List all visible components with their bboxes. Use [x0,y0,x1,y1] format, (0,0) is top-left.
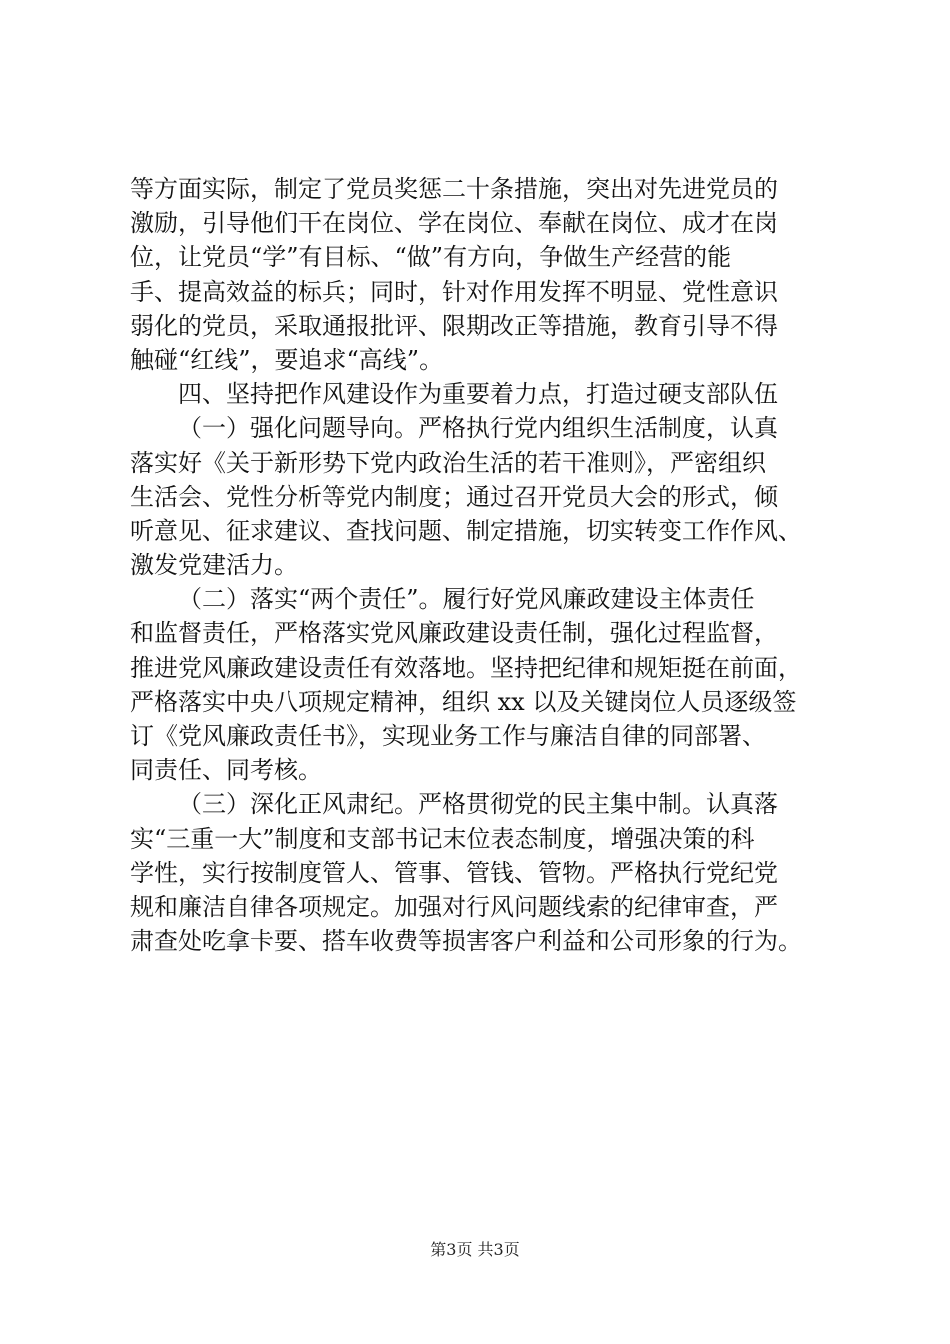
text-line: 生活会、党性分析等党内制度；通过召开党员大会的形式，倾 [130,482,778,511]
text-line: 触碰“红线”，要追求“高线”。 [130,345,444,374]
text-line: 推进党风廉政建设责任有效落地。坚持把纪律和规矩挺在前面， [130,653,802,682]
text-line: 听意见、征求建议、查找问题、制定措施，切实转变工作作风、 [130,516,802,545]
text-line: 弱化的党员，采取通报批评、限期改正等措施，教育引导不得 [130,311,778,340]
text-line: 激发党建活力。 [130,551,298,580]
text-line: 订《党风廉政责任书》，实现业务工作与廉洁自律的同部署、 [130,722,766,750]
text-line: 实“三重一大”制度和支部书记末位表态制度，增强决策的科 [130,824,755,853]
page-footer: 第3页 共3页 [430,1240,520,1259]
body-text [130,172,850,958]
text-line: 和监督责任，严格落实党风廉政建设责任制，强化过程监督， [130,619,778,648]
text-line: 严格落实中央八项规定精神，组织 xx 以及关键岗位人员逐级签 [130,687,797,716]
text-line: 手、提高效益的标兵；同时，针对作用发挥不明显、党性意识 [130,277,778,306]
text-line: 落实好《关于新形势下党内政治生活的若干准则》，严密组织 [130,448,766,477]
text-line: 同责任、同考核。 [130,756,322,785]
text-line: （二）落实“两个责任”。履行好党风廉政建设主体责任 [178,585,755,614]
text-line: 四、坚持把作风建设作为重要着力点，打造过硬支部队伍 [178,380,778,409]
text-line: 位，让党员“学”有目标、“做”有方向，争做生产经营的能 [130,243,732,272]
text-line: 肃查处吃拿卡要、搭车收费等损害客户利益和公司形象的行为。 [130,927,802,956]
text-line: （一）强化问题导向。严格执行党内组织生活制度，认真 [178,414,778,443]
text-line: 学性，实行按制度管人、管事、管钱、管物。严格执行党纪党 [130,858,778,887]
text-line: 激励，引导他们干在岗位、学在岗位、奉献在岗位、成才在岗 [130,209,778,238]
text-line: 等方面实际，制定了党员奖惩二十条措施，突出对先进党员的 [130,175,778,203]
text-line: （三）深化正风肃纪。严格贯彻党的民主集中制。认真落 [178,790,778,819]
text-line: 规和廉洁自律各项规定。加强对行风问题线索的纪律审查，严 [130,892,778,921]
